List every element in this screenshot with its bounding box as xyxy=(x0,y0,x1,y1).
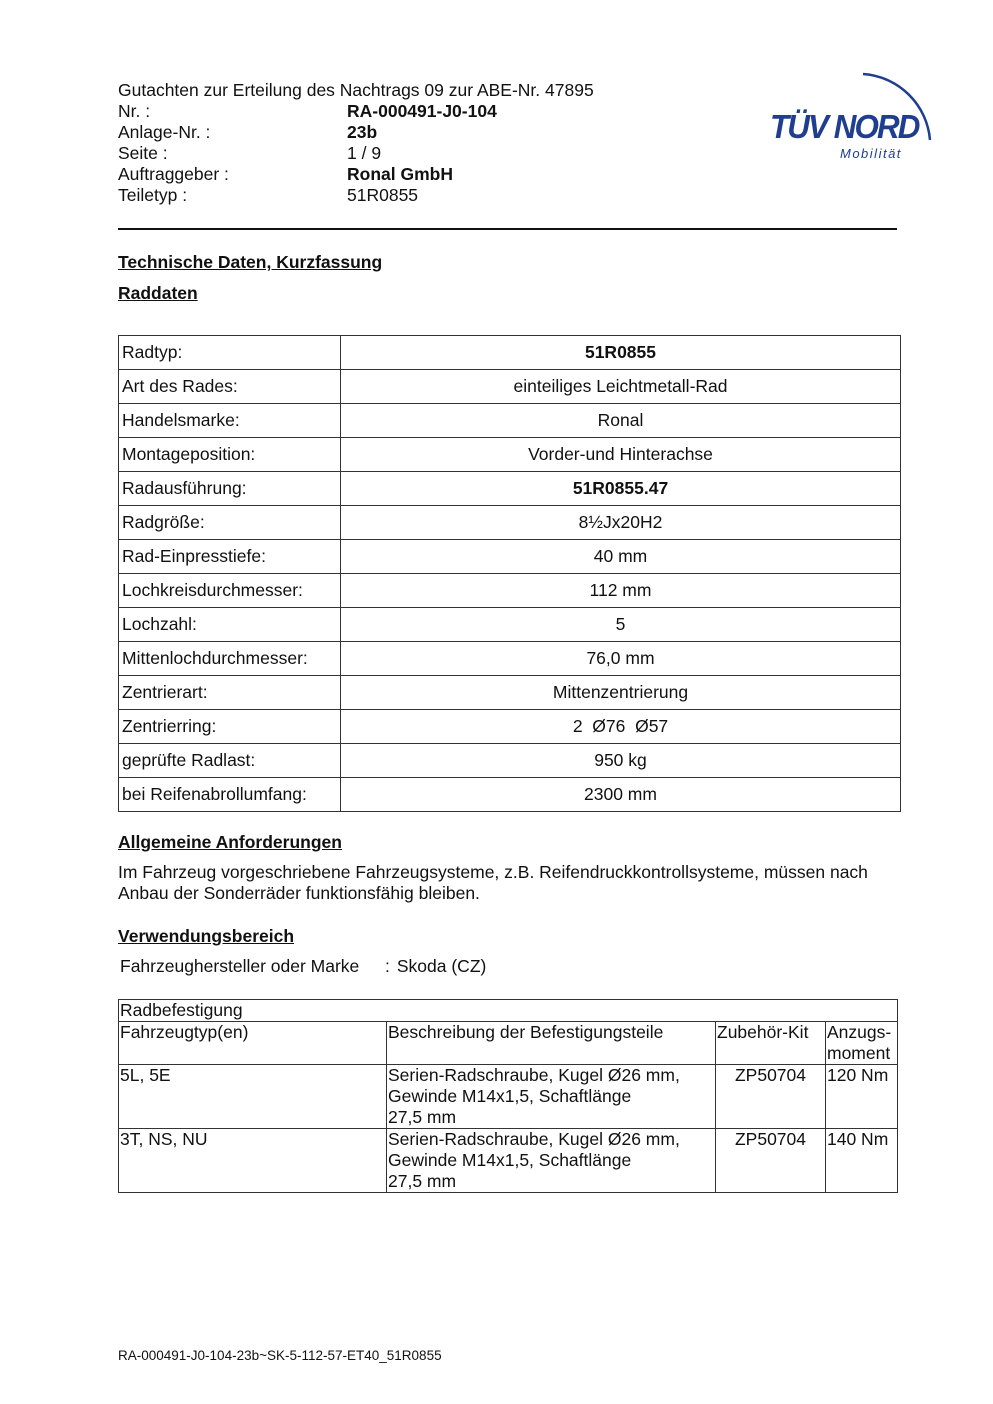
header-label: Anlage-Nr. : xyxy=(118,122,211,142)
document-title: Gutachten zur Erteilung des Nachtrags 09 zur ABE-Nr. 47895 xyxy=(118,80,594,100)
usage-label: Fahrzeughersteller oder Marke xyxy=(120,956,360,976)
usage-separator: : xyxy=(385,956,390,976)
header-value: Ronal GmbH xyxy=(347,164,453,184)
header-label: Teiletyp : xyxy=(118,185,188,205)
row-value: 2 Ø76 Ø57 xyxy=(341,710,901,744)
table-row xyxy=(119,1129,898,1193)
row-label: Rad-Einpresstiefe: xyxy=(119,540,341,574)
row-label: Mittenlochdurchmesser: xyxy=(119,642,341,676)
section-heading-raddaten: Raddaten xyxy=(118,283,198,303)
header-label: Nr. : xyxy=(118,101,151,121)
section-heading-tech: Technische Daten, Kurzfassung xyxy=(118,252,383,272)
header-row-teiletyp xyxy=(118,185,594,206)
row-label: geprüfte Radlast: xyxy=(119,744,341,778)
row-label: Zentrierring: xyxy=(119,710,341,744)
usage-line xyxy=(120,956,486,977)
row-value: 8½Jx20H2 xyxy=(341,506,901,540)
table-row xyxy=(119,710,901,744)
column-header: Zubehör-Kit xyxy=(716,1022,826,1065)
table-row xyxy=(119,472,901,506)
logo-subtitle: Mobilität xyxy=(840,146,902,161)
row-value: 112 mm xyxy=(341,574,901,608)
table-row xyxy=(119,778,901,812)
row-value: einteiliges Leichtmetall-Rad xyxy=(341,370,901,404)
header-divider xyxy=(118,228,897,230)
allgemein-paragraph: Im Fahrzeug vorgeschriebene Fahrzeugsysteme, z.B. Reifendruckkontrollsysteme, müssen nach Anbau der Sonderräder funktionsfähig bleiben. xyxy=(118,862,868,903)
column-header: Fahrzeugtyp(en) xyxy=(119,1022,387,1065)
section-heading-allgemein: Allgemeine Anforderungen xyxy=(118,832,342,852)
row-value: Mittenzentrierung xyxy=(341,676,901,710)
table-row xyxy=(119,608,901,642)
table-row xyxy=(119,676,901,710)
table-cell: 5L, 5E xyxy=(119,1065,387,1129)
tuv-nord-logo xyxy=(768,58,948,168)
table-title: Radbefestigung xyxy=(119,1000,898,1022)
table-row xyxy=(119,1065,898,1129)
table-title-row xyxy=(119,1000,898,1022)
header-row-seite xyxy=(118,143,594,164)
header-value: RA-000491-J0-104 xyxy=(347,101,497,121)
table-row xyxy=(119,574,901,608)
header-label: Seite : xyxy=(118,143,168,163)
table-cell: Serien-Radschraube, Kugel Ø26 mm, Gewinde M14x1,5, Schaftlänge 27,5 mm xyxy=(387,1065,716,1129)
row-value: 76,0 mm xyxy=(341,642,901,676)
row-label: Lochkreisdurchmesser: xyxy=(119,574,341,608)
table-row xyxy=(119,336,901,370)
document-header xyxy=(118,80,594,206)
table-row xyxy=(119,540,901,574)
table-row xyxy=(119,642,901,676)
row-label: Radgröße: xyxy=(119,506,341,540)
table-cell: Serien-Radschraube, Kugel Ø26 mm, Gewinde M14x1,5, Schaftlänge 27,5 mm xyxy=(387,1129,716,1193)
table-row xyxy=(119,438,901,472)
table-row xyxy=(119,744,901,778)
header-value: 1 / 9 xyxy=(347,143,382,163)
header-row-anlage xyxy=(118,122,594,143)
row-label: Art des Rades: xyxy=(119,370,341,404)
row-label: Radausführung: xyxy=(119,472,341,506)
befestigung-table xyxy=(118,999,898,1193)
column-header: Anzugs- moment xyxy=(826,1022,898,1065)
table-row xyxy=(119,506,901,540)
row-label: Radtyp: xyxy=(119,336,341,370)
row-value: 51R0855 xyxy=(341,336,901,370)
table-header-row xyxy=(119,1022,898,1065)
table-cell: ZP50704 xyxy=(716,1065,826,1129)
header-row-auftraggeber xyxy=(118,164,594,185)
usage-value: Skoda (CZ) xyxy=(396,956,487,976)
column-header: Beschreibung der Befestigungsteile xyxy=(387,1022,716,1065)
row-value: 51R0855.47 xyxy=(341,472,901,506)
row-value: 950 kg xyxy=(341,744,901,778)
table-cell: 140 Nm xyxy=(826,1129,898,1193)
row-value: 2300 mm xyxy=(341,778,901,812)
table-cell: ZP50704 xyxy=(716,1129,826,1193)
row-label: bei Reifenabrollumfang: xyxy=(119,778,341,812)
header-label: Auftraggeber : xyxy=(118,164,229,184)
row-label: Zentrierart: xyxy=(119,676,341,710)
row-value: Vorder-und Hinterachse xyxy=(341,438,901,472)
row-value: Ronal xyxy=(341,404,901,438)
header-value: 23b xyxy=(347,122,378,142)
raddaten-table xyxy=(118,335,901,812)
table-row xyxy=(119,370,901,404)
section-heading-verwendung: Verwendungsbereich xyxy=(118,926,295,946)
logo-wordmark: TÜV NORD xyxy=(770,108,919,145)
row-value: 5 xyxy=(341,608,901,642)
row-label: Handelsmarke: xyxy=(119,404,341,438)
table-cell: 3T, NS, NU xyxy=(119,1129,387,1193)
row-value: 40 mm xyxy=(341,540,901,574)
row-label: Lochzahl: xyxy=(119,608,341,642)
page-footer: RA-000491-J0-104-23b~SK-5-112-57-ET40_51R0855 xyxy=(118,1348,442,1363)
row-label: Montageposition: xyxy=(119,438,341,472)
header-value: 51R0855 xyxy=(347,185,419,205)
header-row-nr xyxy=(118,101,594,122)
table-cell: 120 Nm xyxy=(826,1065,898,1129)
table-row xyxy=(119,404,901,438)
